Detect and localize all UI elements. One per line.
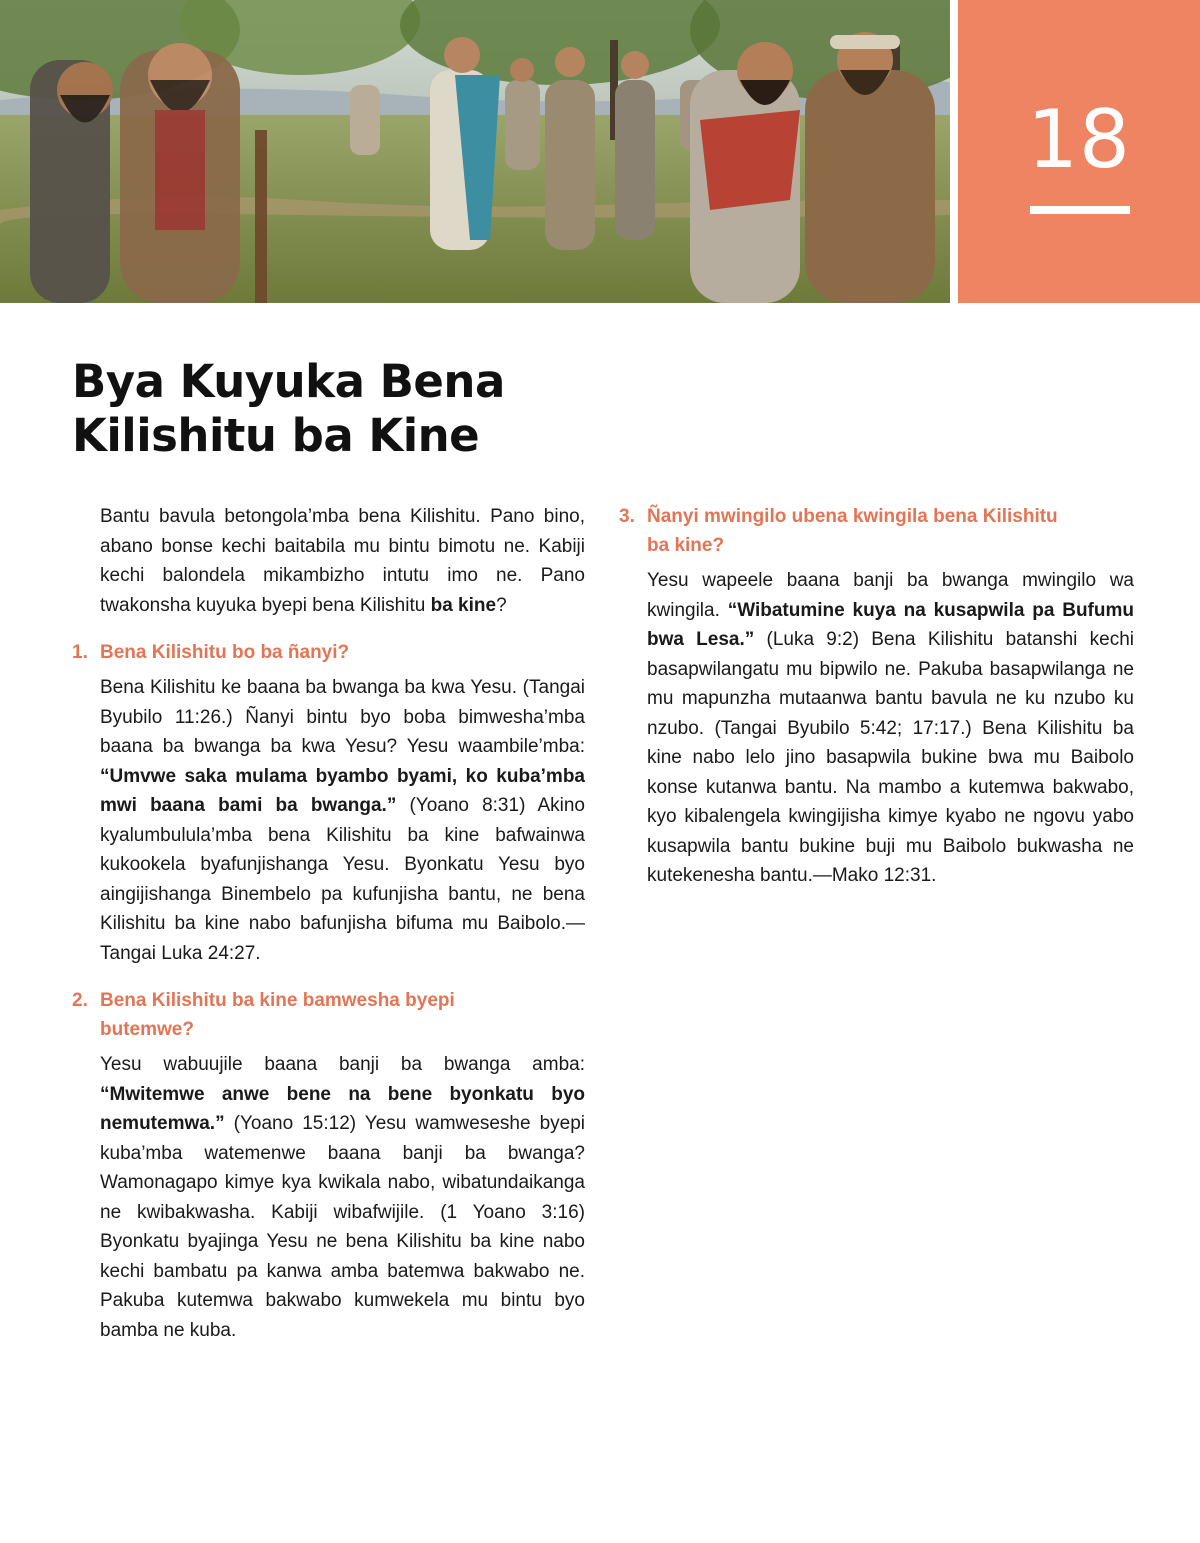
answer-3-paragraph (647, 566, 1134, 891)
intro-paragraph (100, 502, 585, 620)
answer-1-text-b: (Yoano 8:31) Akino kyalumbulula’mba bena Kilishitu ba kine bafwainwa kukookela byafunjishanga Yesu. Byonkatu Yesu byo aingijishanga Binembelo pa kufunjisha bantu, ne bena Kilishitu ba kine nabo bafunjisha bifuma mu Baibolo.—Tangai Luka 24:27. (100, 795, 585, 964)
intro-text: Bantu bavula betongola’mba bena Kilishitu. Pano bino, abano bonse kechi baitabila mu bintu bimotu ne. Kabiji kechi balondela mikambizho intutu imo ne. Pano twakonsha kuyuka byepi bena Kilishitu (100, 506, 585, 616)
answer-1-text-a: Bena Kilishitu ke baana ba bwanga ba kwa Yesu. (Tangai Byubilo 11:26.) Ñanyi bintu byo boba bimwesha’mba baana ba bwanga ba kwa Yesu? Yesu waambile’mba: (100, 677, 585, 757)
title-line-1: Bya Kuyuka Bena (72, 355, 505, 408)
answer-2-text-b: (Yoano 15:12) Yesu wamweseshe byepi kuba’mba watemenwe baana banji ba bwanga? Wamonagapo kimye kya kwikala nabo, wibatundaikanga ne kwibakwasha. Kabiji wibafwijile. (1 Yoano 3:16) Byonkatu byajinga Yesu ne bena Kilishitu ba kine nabo kechi bambatu pa kanwa amba batemwa bakwabo ne. Pakuba kutemwa bakwabo kumwekela mu bintu byo bamba ne kuba. (100, 1113, 585, 1341)
answer-2-quote: “Mwitemwe anwe bene na bene byonkatu byo nemutemwa.” (100, 1083, 585, 1134)
intro-bold: ba kine (430, 594, 497, 616)
disciples-walking-illustration-icon (0, 0, 950, 303)
answer-2-text-a: Yesu wabuujile baana banji ba bwanga amba: (100, 1054, 585, 1075)
left-column (72, 502, 585, 1363)
hero-illustration (0, 0, 950, 303)
question-1-number: 1. (72, 642, 88, 663)
question-2-text: Bena Kilishitu ba kine bamwesha byepi butemwe? (100, 990, 455, 1040)
answer-3-text-b: (Luka 9:2) Bena Kilishitu batanshi kechi basapwilangatu mu bipwilo ne. Pakuba basapwilanga ne mu mapunzha mutaanwa bantu bavula ne ku nzubo ku nzubo. (Tangai Byubilo 5:42; 17:17.) Bena Kilishitu ba kine nabo lelo jino basapwila bukine bwa mu Baibolo konse kutanwa bantu. Na mambo a kutemwa bakwabo, kyo kibalengela kwingijisha kimye kyabo ne ngovu yabo kusapwila bantu bukine buji mu Baibolo bukwasha ne kutekenesha bantu.—Mako 12:31. (647, 629, 1134, 886)
lesson-number-badge (958, 0, 1200, 303)
answer-3-text-a: Yesu wapeele baana banji ba bwanga mwingilo wa kwingila. (647, 570, 1134, 621)
title-line-2: Kilishitu ba Kine (72, 409, 480, 462)
answer-1-quote: “Umvwe saka mulama byambo byami, ko kuba’mba mwi baana bami ba bwanga.” (100, 765, 585, 816)
question-1 (72, 638, 585, 667)
answer-1-paragraph (100, 673, 585, 968)
right-column (619, 502, 1134, 909)
answer-2-paragraph (100, 1050, 585, 1345)
question-3-number: 3. (619, 506, 635, 527)
badge-divider (1030, 206, 1130, 214)
intro-end: ? (496, 594, 507, 616)
page-title (72, 355, 672, 463)
question-3-text: Ñanyi mwingilo ubena kwingila bena Kilishitu ba kine? (647, 506, 1058, 556)
question-2 (72, 986, 585, 1044)
lesson-number: 18 (1027, 93, 1131, 186)
question-3 (619, 502, 1134, 560)
question-2-number: 2. (72, 990, 88, 1011)
question-1-text: Bena Kilishitu bo ba ñanyi? (100, 642, 350, 663)
answer-3-quote: “Wibatumine kuya na kusapwila pa Bufumu bwa Lesa.” (647, 599, 1134, 650)
